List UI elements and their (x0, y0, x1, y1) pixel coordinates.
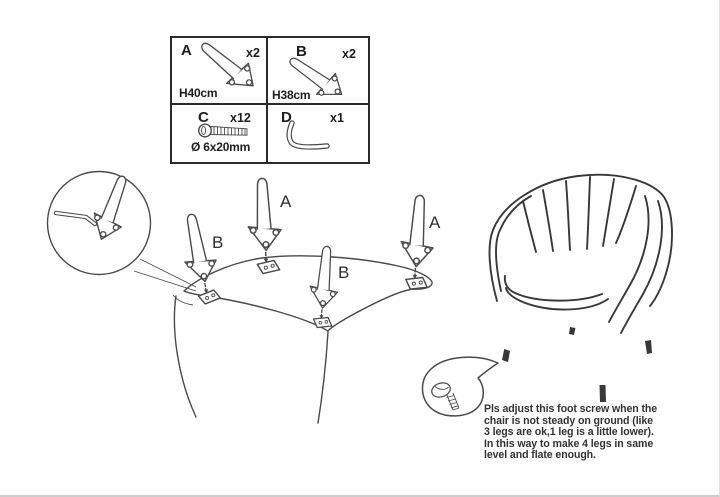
parts-cell-b (268, 38, 368, 105)
parts-table (170, 36, 370, 164)
part-id: D (281, 109, 292, 126)
part-id: C (198, 109, 209, 126)
note-line: 3 legs are ok,1 leg is a little lower). (484, 426, 654, 439)
detail-circle (48, 171, 151, 274)
part-qty: x1 (330, 111, 344, 125)
part-spec: H38cm (272, 88, 311, 102)
note-line: Pls adjust this foot screw when the (484, 403, 658, 415)
underside-diagram (134, 178, 437, 423)
body-silhouette-right (318, 332, 328, 423)
parts-cell-a (172, 38, 268, 105)
body-silhouette-left (174, 296, 196, 417)
foot-screw-note (484, 404, 664, 462)
part-id: A (181, 42, 192, 59)
part-id: B (296, 43, 307, 60)
part-qty: x2 (342, 47, 356, 61)
part-qty: x2 (246, 46, 260, 60)
label-leg-back-right: A (429, 213, 441, 232)
parts-cell-d (268, 105, 368, 162)
note-line: level and flate enough. (484, 449, 596, 462)
parts-cell-c (172, 105, 268, 162)
note-line: chair is not steady on ground (like (484, 414, 653, 427)
part-qty: x12 (230, 111, 251, 125)
label-leg-back-left: A (280, 192, 292, 211)
detail-leader-line (134, 271, 196, 291)
label-leg-front-left: B (212, 233, 224, 252)
chair-legs (502, 291, 652, 402)
note-line: In this way to make 4 legs in same (484, 437, 654, 450)
part-spec: H40cm (179, 86, 218, 100)
part-spec: Ø 6x20mm (191, 140, 251, 154)
seat-bottom-outline (184, 256, 432, 331)
allen-key-in-use-icon (56, 213, 95, 224)
chair-illustration (490, 175, 673, 402)
label-leg-front-right: B (338, 263, 350, 282)
